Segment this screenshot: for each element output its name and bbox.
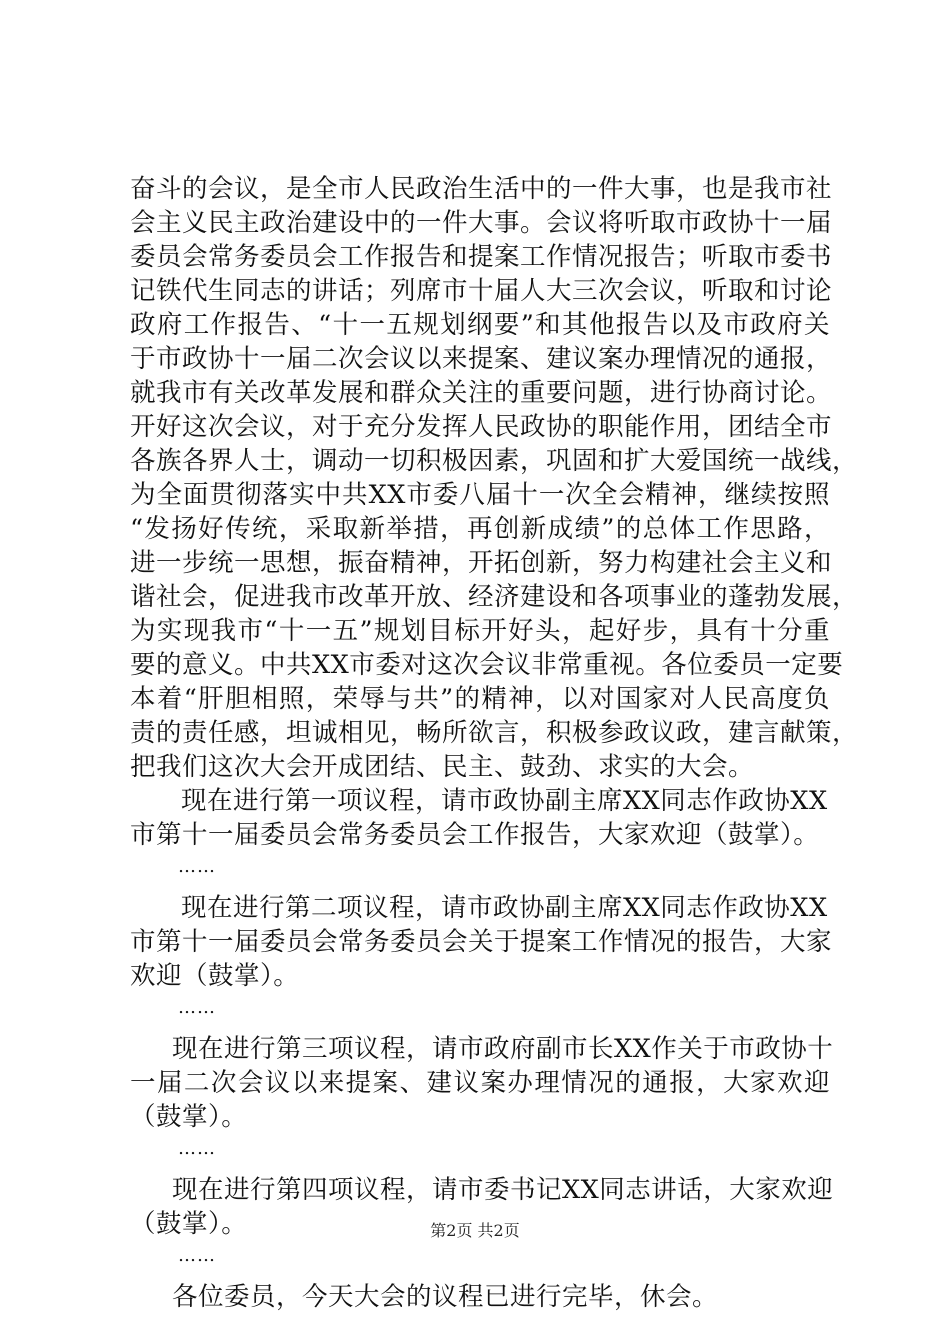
text-line: 于市政协十一届二次会议以来提案、建议案办理情况的通报， — [130, 344, 833, 374]
text-line: 一届二次会议以来提案、建议案办理情况的通报，大家欢迎 — [130, 1068, 830, 1098]
text-line: 进一步统一思想，振奋精神，开拓创新，努力构建社会主义和 — [130, 548, 833, 578]
text-line: 现在进行第三项议程，请市政府副市长XX作关于市政协十 — [172, 1034, 834, 1064]
text-line: 现在进行第一项议程，请市政协副主席XX同志作政协XX — [181, 786, 828, 816]
text-line: 现在进行第四项议程，请市委书记XX同志讲话，大家欢迎 — [172, 1175, 834, 1205]
text-line: 市第十一届委员会常务委员会关于提案工作情况的报告，大家 — [130, 927, 833, 957]
text-line: 市第十一届委员会常务委员会工作报告，大家欢迎（鼓掌）。 — [130, 820, 820, 850]
text-line: 开好这次会议，对于充分发挥人民政协的职能作用，团结全市 — [130, 412, 833, 442]
paragraph-3 — [130, 891, 833, 993]
text-line: 要的意义。中共XX市委对这次会议非常重视。各位委员一定要 — [130, 650, 844, 680]
ellipsis: …… — [178, 856, 216, 877]
text-line: 现在进行第二项议程，请市政协副主席XX同志作政协XX — [181, 893, 828, 923]
text-line: 为实现我市“十一五”规划目标开好头，起好步，具有十分重 — [130, 616, 830, 646]
text-line: 责的责任感，坦诚相见，畅所欲言，积极参政议政，建言献策， — [130, 718, 859, 748]
paragraph-4 — [130, 1032, 834, 1134]
ellipsis: …… — [178, 997, 216, 1018]
text-line: 把我们这次大会开成团结、民主、鼓劲、求实的大会。 — [130, 752, 755, 782]
ellipsis: …… — [178, 1138, 216, 1159]
text-line: 会主义民主政治建设中的一件大事。会议将听取市政协十一届 — [130, 208, 833, 238]
ellipsis: …… — [178, 1245, 216, 1266]
text-line: （鼓掌）。 — [130, 1102, 248, 1132]
paragraph-2 — [130, 784, 830, 852]
text-line: （鼓掌）。 — [130, 1209, 248, 1239]
text-line: 为全面贯彻落实中共XX市委八届十一次全会精神，继续按照 — [130, 480, 830, 510]
text-line: “发扬好传统，采取新举措，再创新成绩”的总体工作思路， — [130, 514, 830, 544]
text-line: 本着“肝胆相照，荣辱与共”的精神，以对国家对人民高度负 — [130, 684, 830, 714]
text-line: 谐社会，促进我市改革开放、经济建设和各项事业的蓬勃发展， — [130, 582, 859, 612]
text-line: 奋斗的会议，是全市人民政治生活中的一件大事，也是我市社 — [130, 174, 833, 204]
text-line: 就我市有关改革发展和群众关注的重要问题，进行协商讨论。 — [130, 378, 833, 408]
paragraph-6 — [130, 1280, 830, 1314]
text-line: 记铁代生同志的讲话；列席市十届人大三次会议，听取和讨论 — [130, 276, 833, 306]
paragraph-1 — [130, 172, 859, 784]
text-line: 欢迎（鼓掌）。 — [130, 961, 300, 991]
text-line: 各位委员，今天大会的议程已进行完毕，休会。 — [172, 1282, 719, 1312]
text-line: 委员会常务委员会工作报告和提案工作情况报告；听取市委书 — [130, 242, 833, 272]
text-line: 政府工作报告、“十一五规划纲要”和其他报告以及市政府关 — [130, 310, 830, 340]
document-body — [130, 172, 859, 1314]
page-number: 第2页 共2页 — [430, 1221, 520, 1240]
text-line: 各族各界人士，调动一切积极因素，巩固和扩大爱国统一战线， — [130, 446, 859, 476]
